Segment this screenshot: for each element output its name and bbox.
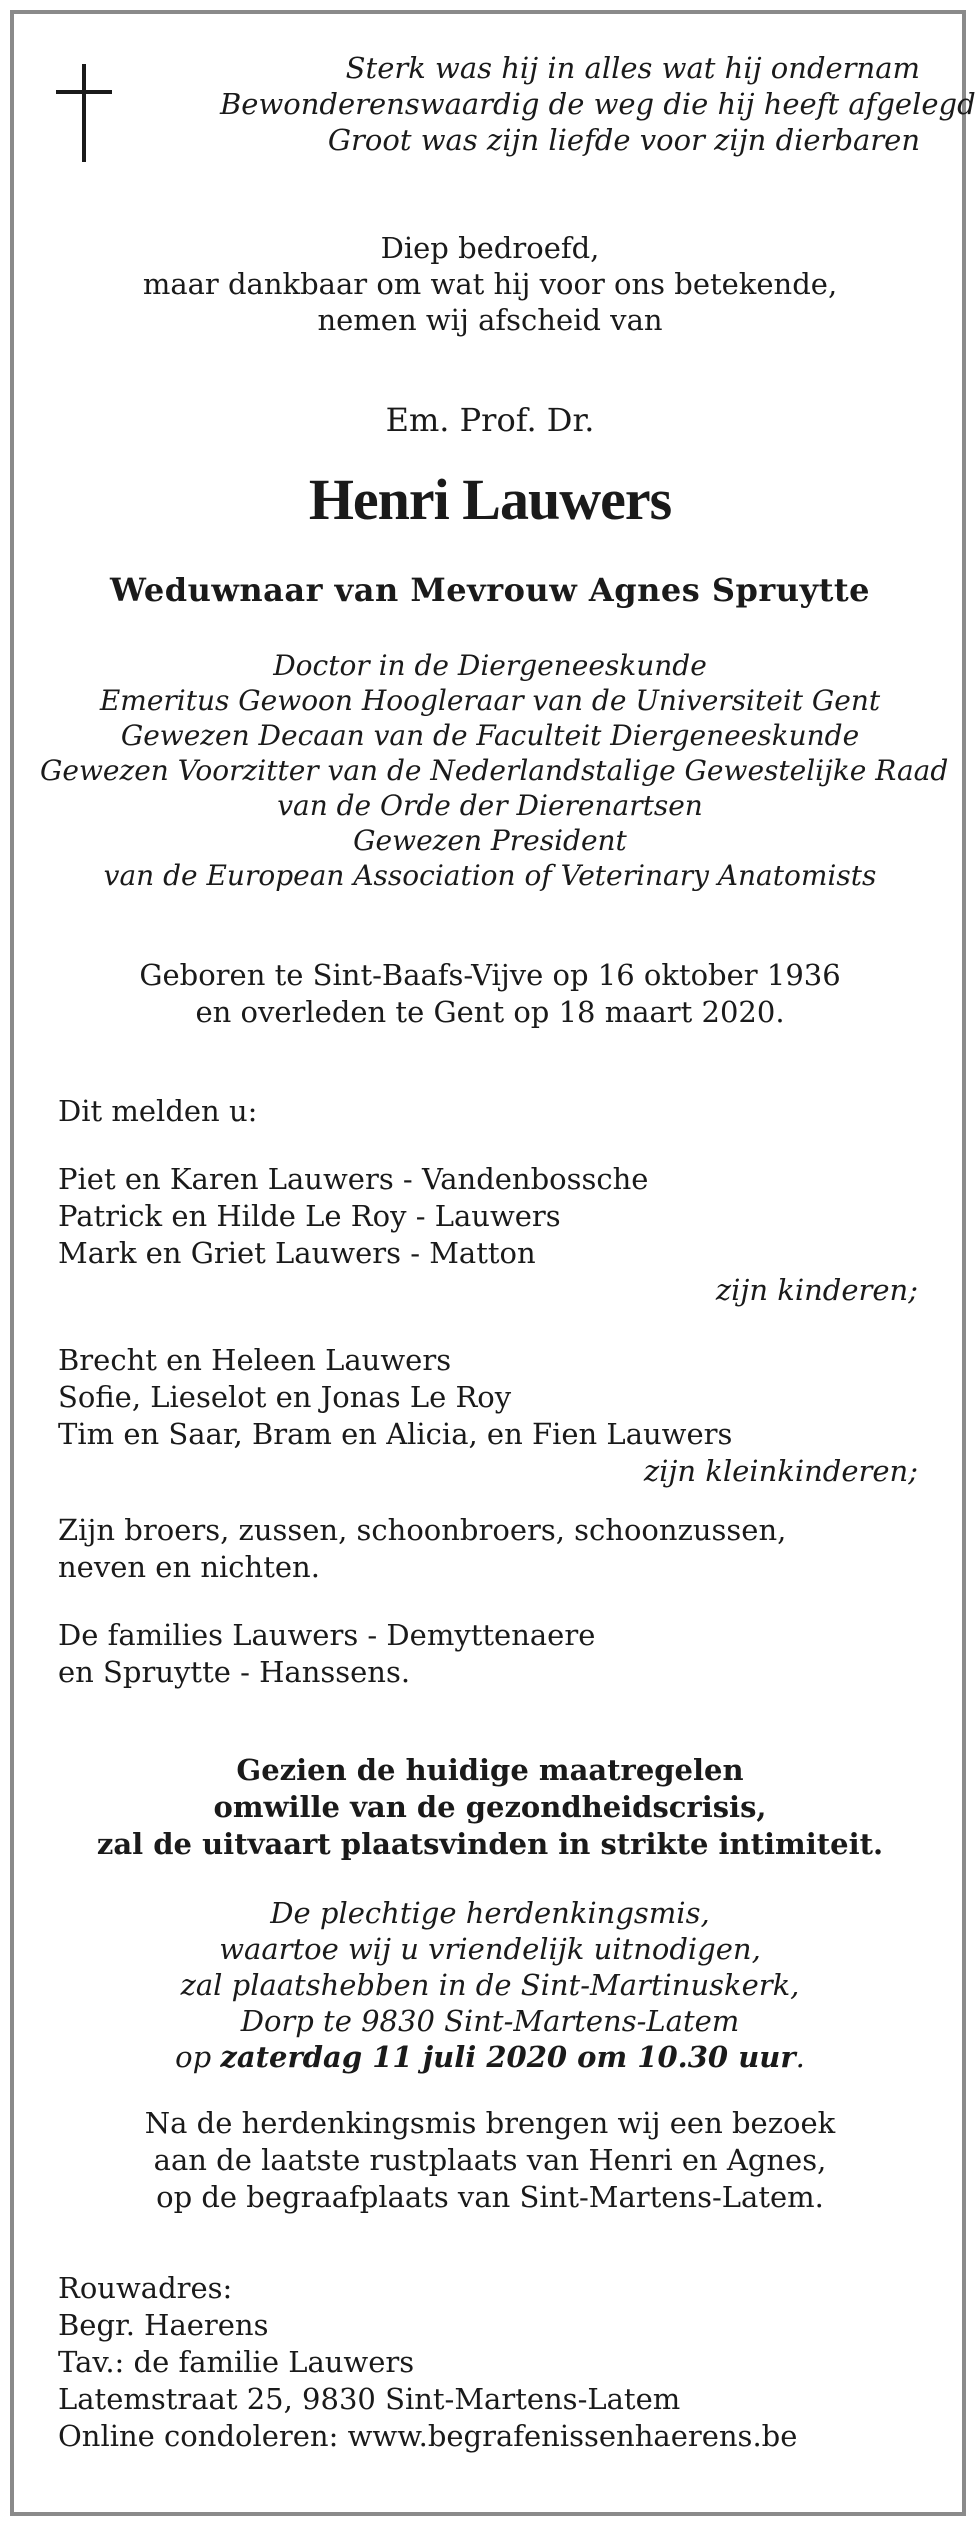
siblings <box>58 1512 918 1586</box>
address-line: Latemstraat 25, 9830 Sint-Martens-Latem <box>58 2382 681 2416</box>
intro-line: nemen wij afscheid van <box>317 303 663 337</box>
title-line: Gewezen President <box>353 824 627 857</box>
mass-date-prefix: op <box>175 2040 221 2074</box>
title-line: Gewezen Decaan van de Faculteit Diergeneeskunde <box>120 719 860 752</box>
deceased-name: Henri Lauwers <box>308 467 672 532</box>
motto-line: Groot was zijn liefde voor zijn dierbaren <box>327 123 920 157</box>
families <box>58 1617 918 1691</box>
visit-line: aan de laatste rustplaats van Henri en Agnes, <box>153 2143 827 2177</box>
visit-line: op de begraafplaats van Sint-Martens-Latem. <box>156 2180 824 2214</box>
birth-death-dates <box>40 957 940 1031</box>
mass-date-line <box>40 2039 940 2075</box>
children-list <box>58 1161 918 1309</box>
mass-line: De plechtige herdenkingsmis, <box>270 1896 710 1930</box>
list-item: Patrick en Hilde Le Roy - Lauwers <box>58 1199 561 1233</box>
title-line: Gewezen Voorzitter van de Nederlandstalige Gewestelijke Raad <box>40 754 949 787</box>
mass-line: waartoe wij u vriendelijk uitnodigen, <box>219 1932 761 1966</box>
date-line: en overleden te Gent op 18 maart 2020. <box>195 995 785 1029</box>
list-item: Tim en Saar, Bram en Alicia, en Fien Lauwers <box>58 1417 733 1451</box>
list-item: Brecht en Heleen Lauwers <box>58 1343 452 1377</box>
mass-date-suffix: . <box>795 2040 805 2074</box>
intro-line: Diep bedroefd, <box>380 231 600 265</box>
date-line: Geboren te Sint-Baafs-Vijve op 16 oktober 1936 <box>139 958 841 992</box>
address-line: Tav.: de familie Lauwers <box>58 2345 415 2379</box>
title-line: Emeritus Gewoon Hoogleraar van de Universiteit Gent <box>99 684 881 717</box>
families-line: en Spruytte - Hanssens. <box>58 1655 411 1689</box>
mass-line: zal plaatshebben in de Sint-Martinuskerk, <box>180 1968 800 2002</box>
academic-titles <box>40 648 949 893</box>
address-line: Rouwadres: <box>58 2271 233 2305</box>
title-prefix: Em. Prof. Dr. <box>385 401 595 439</box>
announce: Dit melden u: <box>58 1094 258 1128</box>
intro <box>40 230 940 338</box>
cross-icon <box>56 64 112 162</box>
grandchildren-relation: zijn kleinkinderen; <box>643 1454 918 1488</box>
mass-date: zaterdag 11 juli 2020 om 10.30 uur <box>220 2040 796 2074</box>
mourning-address <box>58 2270 918 2455</box>
list-item: Piet en Karen Lauwers - Vandenbossche <box>58 1162 649 1196</box>
condolence-website: Online condoleren: www.begrafenissenhaerens.be <box>58 2419 798 2453</box>
siblings-line: neven en nichten. <box>58 1550 320 1584</box>
visit-line: Na de herdenkingsmis brengen wij een bezoek <box>144 2106 836 2140</box>
motto <box>220 50 976 158</box>
grave-visit <box>40 2105 940 2216</box>
intro-line: maar dankbaar om wat hij voor ons betekende, <box>142 267 838 301</box>
title-line: van de Orde der Dierenartsen <box>277 789 703 822</box>
motto-line: Bewonderenswaardig de weg die hij heeft afgelegd <box>220 87 976 121</box>
children-relation: zijn kinderen; <box>715 1273 918 1307</box>
funeral-notice <box>40 1752 940 1863</box>
notice-line: zal de uitvaart plaatsvinden in strikte intimiteit. <box>96 1827 884 1861</box>
title-line: van de European Association of Veterinary Anatomists <box>103 859 877 892</box>
siblings-line: Zijn broers, zussen, schoonbroers, schoonzussen, <box>58 1513 787 1547</box>
notice-line: omwille van de gezondheidscrisis, <box>213 1790 767 1824</box>
motto-line: Sterk was hij in alles wat hij ondernam <box>345 51 920 85</box>
widower-of: Weduwnaar van Mevrouw Agnes Spruytte <box>110 571 870 609</box>
grandchildren-list <box>58 1342 918 1490</box>
list-item: Mark en Griet Lauwers - Matton <box>58 1236 536 1270</box>
title-line: Doctor in de Diergeneeskunde <box>273 649 707 682</box>
notice-line: Gezien de huidige maatregelen <box>236 1753 744 1787</box>
memorial-mass <box>40 1895 940 2075</box>
address-line: Begr. Haerens <box>58 2308 269 2342</box>
list-item: Sofie, Lieselot en Jonas Le Roy <box>58 1380 512 1414</box>
mass-line: Dorp te 9830 Sint-Martens-Latem <box>240 2004 740 2038</box>
families-line: De families Lauwers - Demyttenaere <box>58 1618 596 1652</box>
